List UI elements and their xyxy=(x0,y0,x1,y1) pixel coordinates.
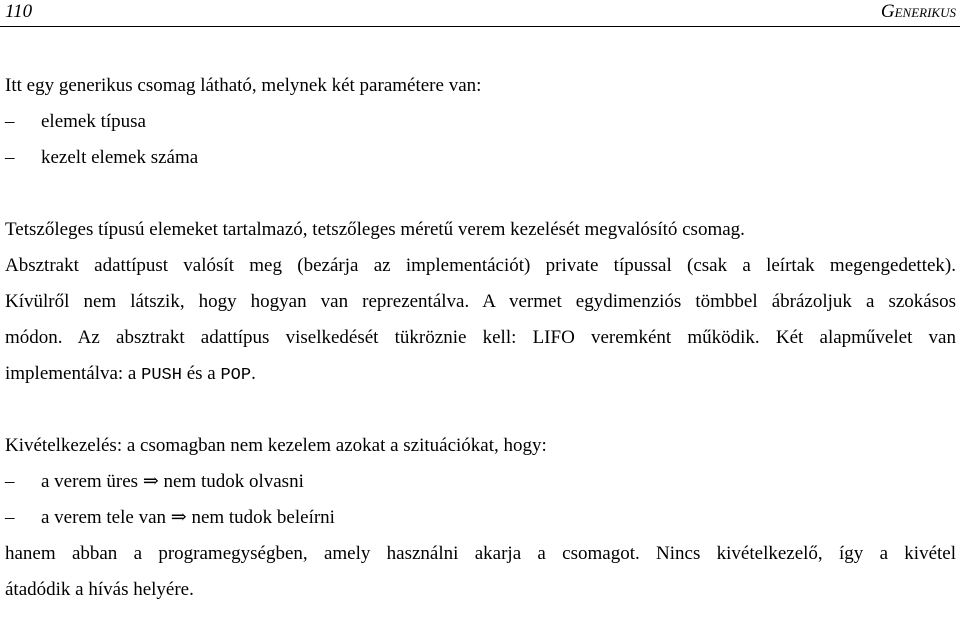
page-number: 110 xyxy=(5,1,33,22)
page-body xyxy=(5,68,956,608)
exceptions-text: Kivételkezelés: a csomagban nem kezelem azokat a szituációkat, hogy: xyxy=(5,435,547,456)
implies-arrow-icon: ⇒ xyxy=(170,507,187,528)
push-code: PUSH xyxy=(141,366,182,385)
running-title: Generikus xyxy=(880,1,956,22)
list-item xyxy=(5,464,956,500)
paragraph-gap xyxy=(5,176,956,212)
implies-arrow-icon: ⇒ xyxy=(142,471,159,492)
description-text: és a xyxy=(181,363,221,384)
list-item-text: elemek típusa xyxy=(41,111,146,132)
description-line: Absztrakt adattípust valósít meg (bezárja az implementációt) private típussal (csak a leírtak megengedettek). xyxy=(5,255,956,276)
list-item xyxy=(5,140,956,176)
paragraph-gap xyxy=(5,392,956,428)
dash-bullet: – xyxy=(5,147,15,168)
description-line: Kívülről nem látszik, hogy hogyan van reprezentálva. A vermet egydimenziós tömbbel ábrázoljuk a szokásos xyxy=(5,291,956,312)
dash-bullet: – xyxy=(5,111,15,132)
closing-line: hanem abban a programegységben, amely használni akarja a csomagot. Nincs kivételkezelő, így a kivétel xyxy=(5,543,956,564)
dash-bullet: – xyxy=(5,507,15,528)
page-header xyxy=(0,0,960,26)
description-text: . xyxy=(251,363,256,384)
list-item xyxy=(5,104,956,140)
result-text: nem tudok olvasni xyxy=(163,471,304,492)
description-line: Tetszőleges típusú elemeket tartalmazó, tetszőleges méretű verem kezelését megvalósító csomag. xyxy=(5,219,745,240)
header-rule xyxy=(0,26,960,27)
condition-text: a verem tele van xyxy=(41,507,167,528)
description-line: módon. Az absztrakt adattípus viselkedését tükröznie kell: LIFO veremként működik. Két alapművelet van xyxy=(5,327,956,348)
description-text: implementálva: a xyxy=(5,363,142,384)
result-text: nem tudok beleírni xyxy=(191,507,335,528)
description-last-line xyxy=(5,356,956,392)
dash-bullet: – xyxy=(5,471,15,492)
intro-text: Itt egy generikus csomag látható, melynek két paramétere van: xyxy=(5,75,482,96)
pop-code: POP xyxy=(220,366,252,385)
list-item-text: kezelt elemek száma xyxy=(41,147,199,168)
closing-line: átadódik a hívás helyére. xyxy=(5,579,194,600)
condition-text: a verem üres xyxy=(41,471,139,492)
list-item xyxy=(5,500,956,536)
